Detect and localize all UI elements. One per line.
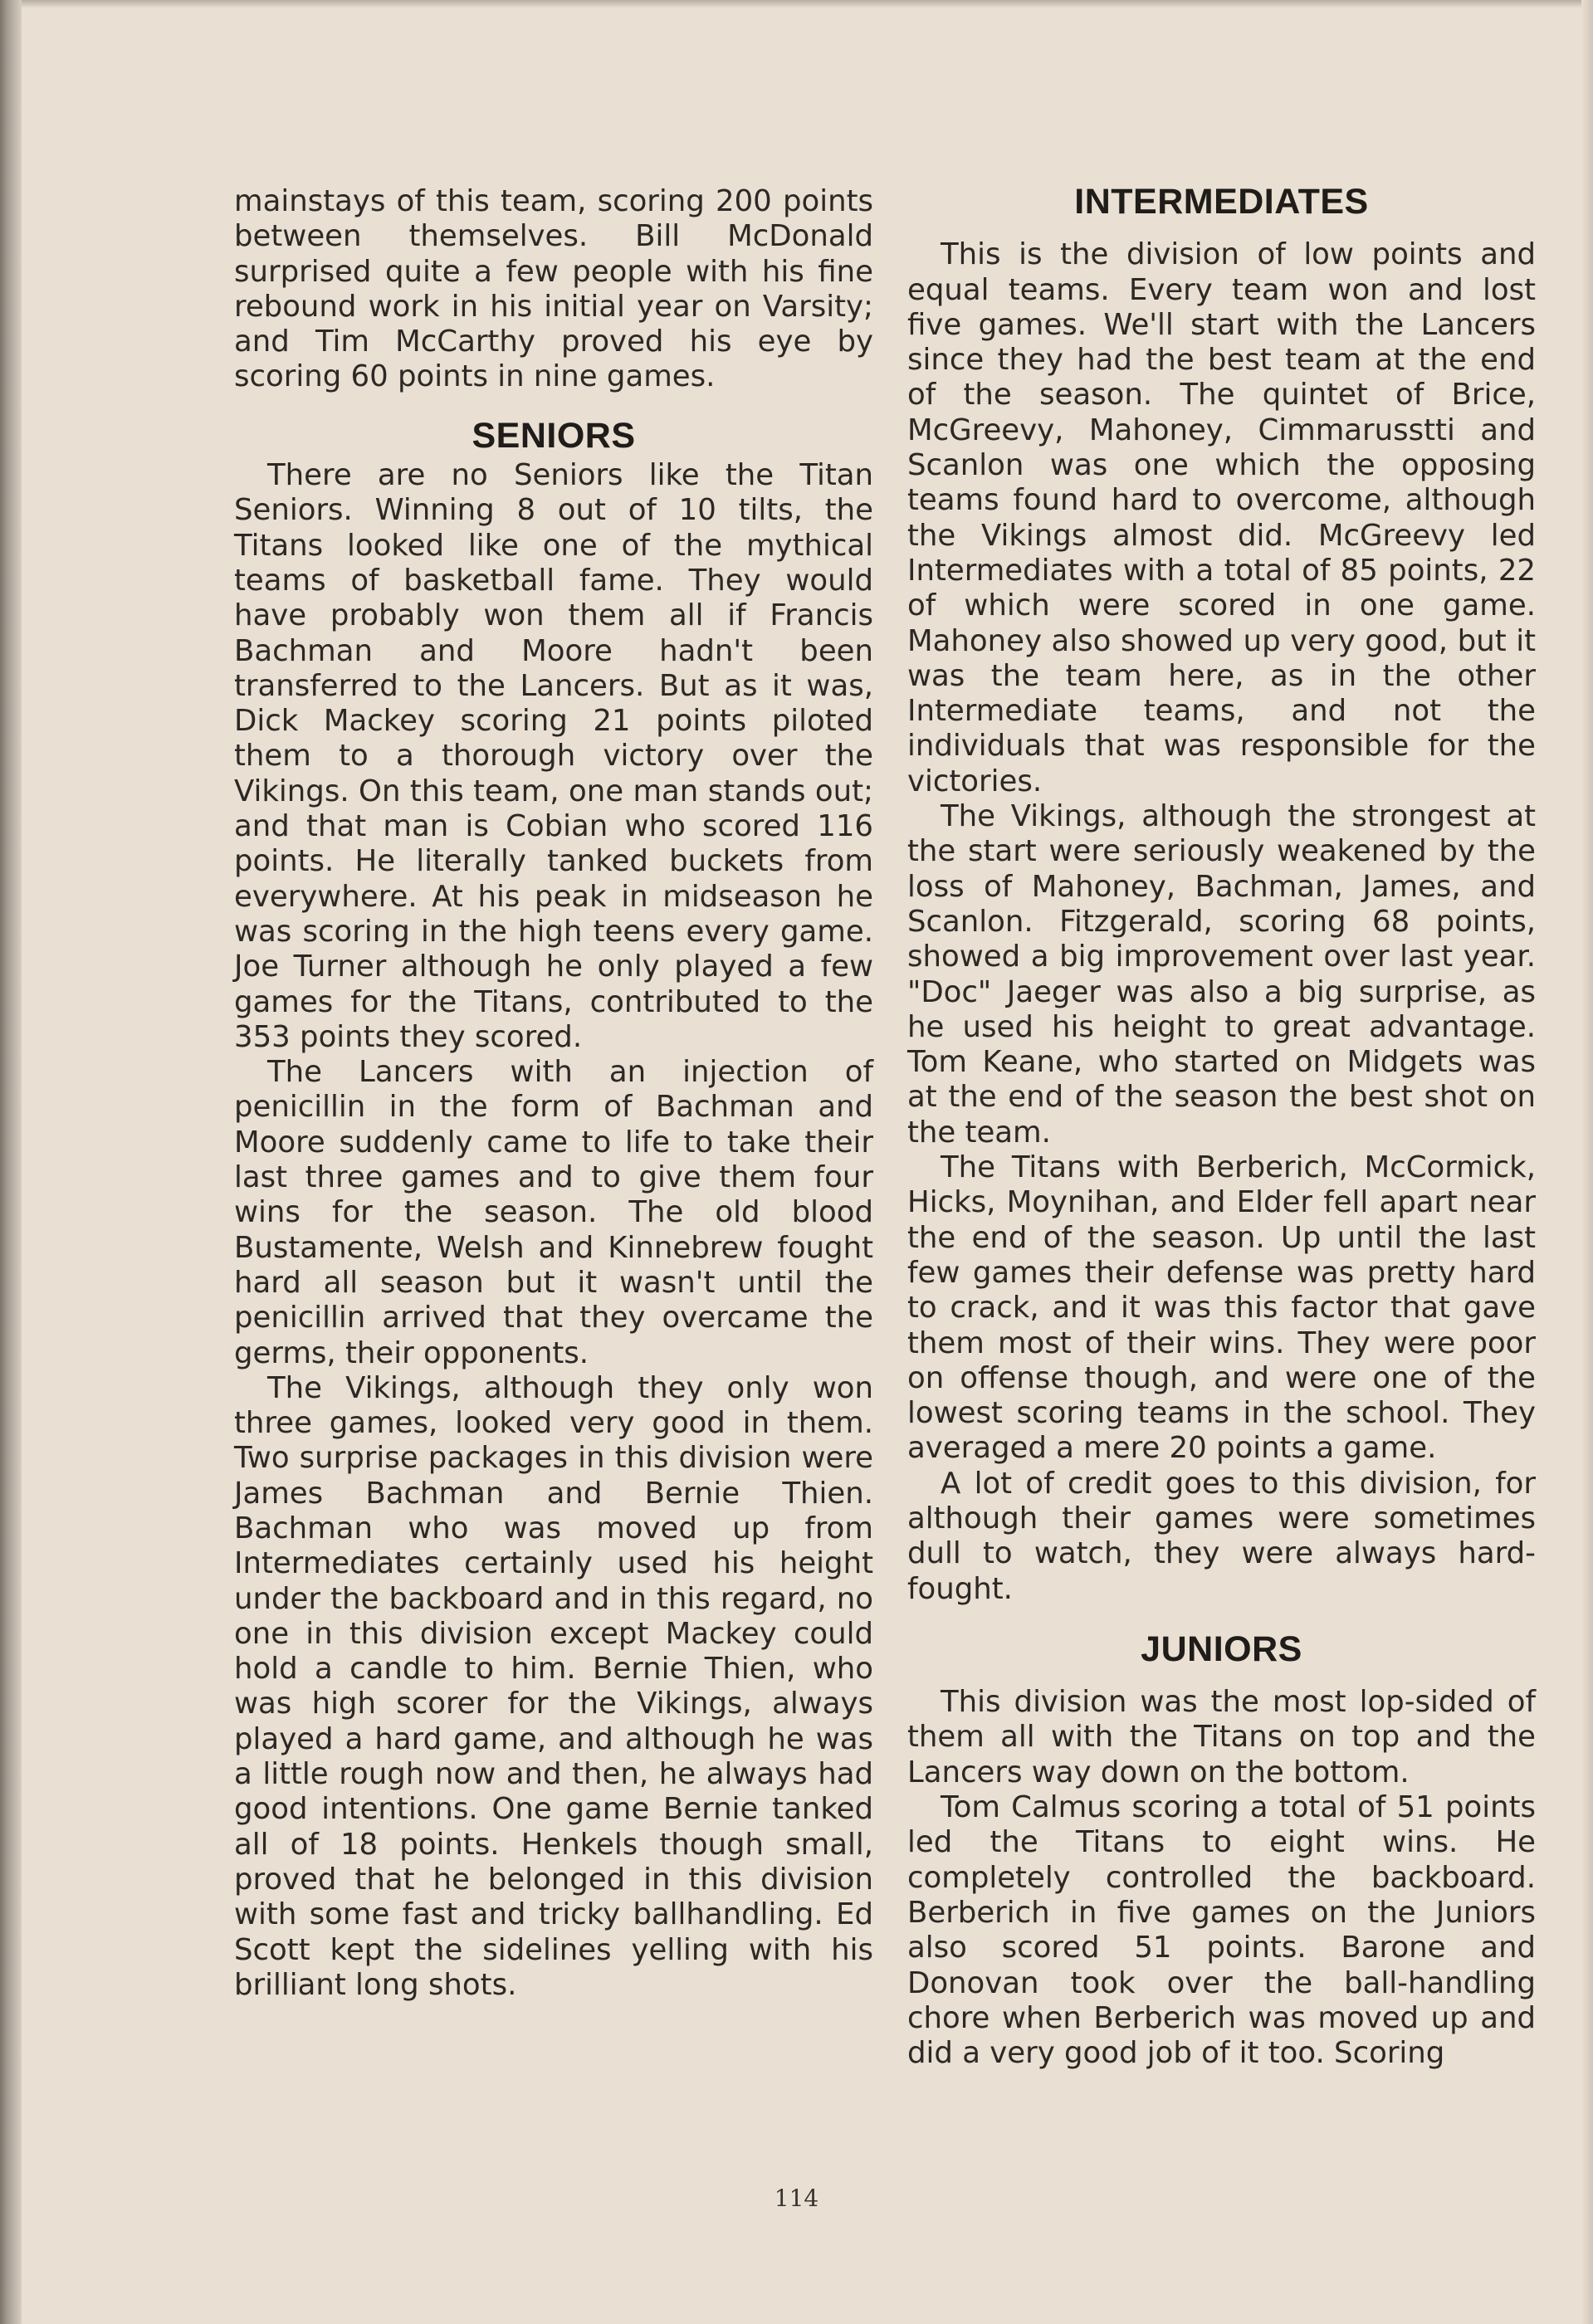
juniors-heading: JUNIORS [1141, 1628, 1302, 1669]
intro-paragraph: mainstays of this team, scoring 200 points between themselves. Bill McDonald surprised quite a few people with his fine rebound work in his initial year on Varsity; and Tim McCarthy proved his eye by scoring 60 points in nine games. [234, 184, 873, 394]
intermediates-paragraph-vikings: The Vikings, although the strongest at the start were seriously weakened by the loss of Mahoney, Bachman, James, and Scanlon. Fitzgerald, scoring 68 points, showed a big improvement over last year. "Doc" Jaeger was also a big surprise, as he used his height to great advantage. Tom Keane, who started on Midgets was at the end of the season the best shot on the team. [907, 799, 1536, 1150]
seniors-paragraph-vikings: The Vikings, although they only won three games, looked very good in them. Two surprise packages in this division were James Bachman and Bernie Thien. Bachman who was moved up from Intermediates certainly used his height under the backboard and in this regard, no one in this division except Mackey could hold a candle to him. Bernie Thien, who was high scorer for the Vikings, always played a hard game, and although he was a little rough now and then, he always had good intentions. One game Bernie tanked all of 18 points. Henkels though small, proved that he belonged in this division with some fast and tricky ballhandling. Ed Scott kept the sidelines yelling with his brilliant long shots. [234, 1370, 873, 2002]
intermediates-paragraph-lancers: This is the division of low points and equal teams. Every team won and lost five games. We'll start with the Lancers since they had the best team at the end of the season. The quintet of Brice, McGreevy, Mahoney, Cimmarusstti and Scanlon was one which the opposing teams found hard to overcome, although the Vikings almost did. McGreevy led Intermediates with a total of 85 points, 22 of which were scored in one game. Mahoney also showed up very good, but it was the team here, as in the other Intermediate teams, and not the individuals that was responsible for the victories. [907, 237, 1536, 798]
intermediates-heading: INTERMEDIATES [1074, 182, 1369, 222]
intermediates-paragraph-credit: A lot of credit goes to this division, for although their games were sometimes dull to watch, they were always hard-fought. [907, 1466, 1536, 1606]
seniors-paragraph-titans: There are no Seniors like the Titan Seniors. Winning 8 out of 10 tilts, the Titans looked like one of the mythical teams of basketball fame. They would have probably won them all if Francis Bachman and Moore hadn't been transferred to the Lancers. But as it was, Dick Mackey scoring 21 points piloted them to a thorough victory over the Vikings. On this team, one man stands out; and that man is Cobian who scored 116 points. He literally tanked buckets from everywhere. At his peak in midseason he was scoring in the high teens every game. Joe Turner although he only played a few games for the Titans, contributed to the 353 points they scored. [234, 458, 873, 1054]
page-top-edge [0, 0, 1593, 8]
juniors-paragraph-titans: Tom Calmus scoring a total of 51 points led the Titans to eight wins. He completely controlled the backboard. Berberich in five games on the Juniors also scored 51 points. Barone and Donovan took over the ball-handling chore when Berberich was moved up and did a very good job of it too. Scoring [907, 1790, 1536, 2071]
intermediates-paragraph-titans: The Titans with Berberich, McCormick, Hicks, Moynihan, and Elder fell apart near the end of the season. Up until the last few games their defense was pretty hard to crack, and it was this factor that gave them most of their wins. They were poor on offense though, and were one of the lowest scoring teams in the school. They averaged a mere 20 points a game. [907, 1150, 1536, 1466]
page-right-edge [1581, 0, 1593, 2324]
page-binding-edge [0, 0, 22, 2324]
juniors-paragraph-overview: This division was the most lop-sided of them all with the Titans on top and the Lancers way down on the bottom. [907, 1685, 1536, 1789]
left-column [234, 184, 873, 2003]
seniors-paragraph-lancers: The Lancers with an injection of penicillin in the form of Bachman and Moore suddenly came to life to take their last three games and to give them four wins for the season. The old blood Bustamente, Welsh and Kinnebrew fought hard all season but it wasn't until the penicillin arrived that they overcame the germs, their opponents. [234, 1055, 873, 1370]
page-number: 114 [774, 2185, 819, 2212]
seniors-heading: SENIORS [472, 415, 636, 456]
right-column [907, 184, 1536, 2071]
